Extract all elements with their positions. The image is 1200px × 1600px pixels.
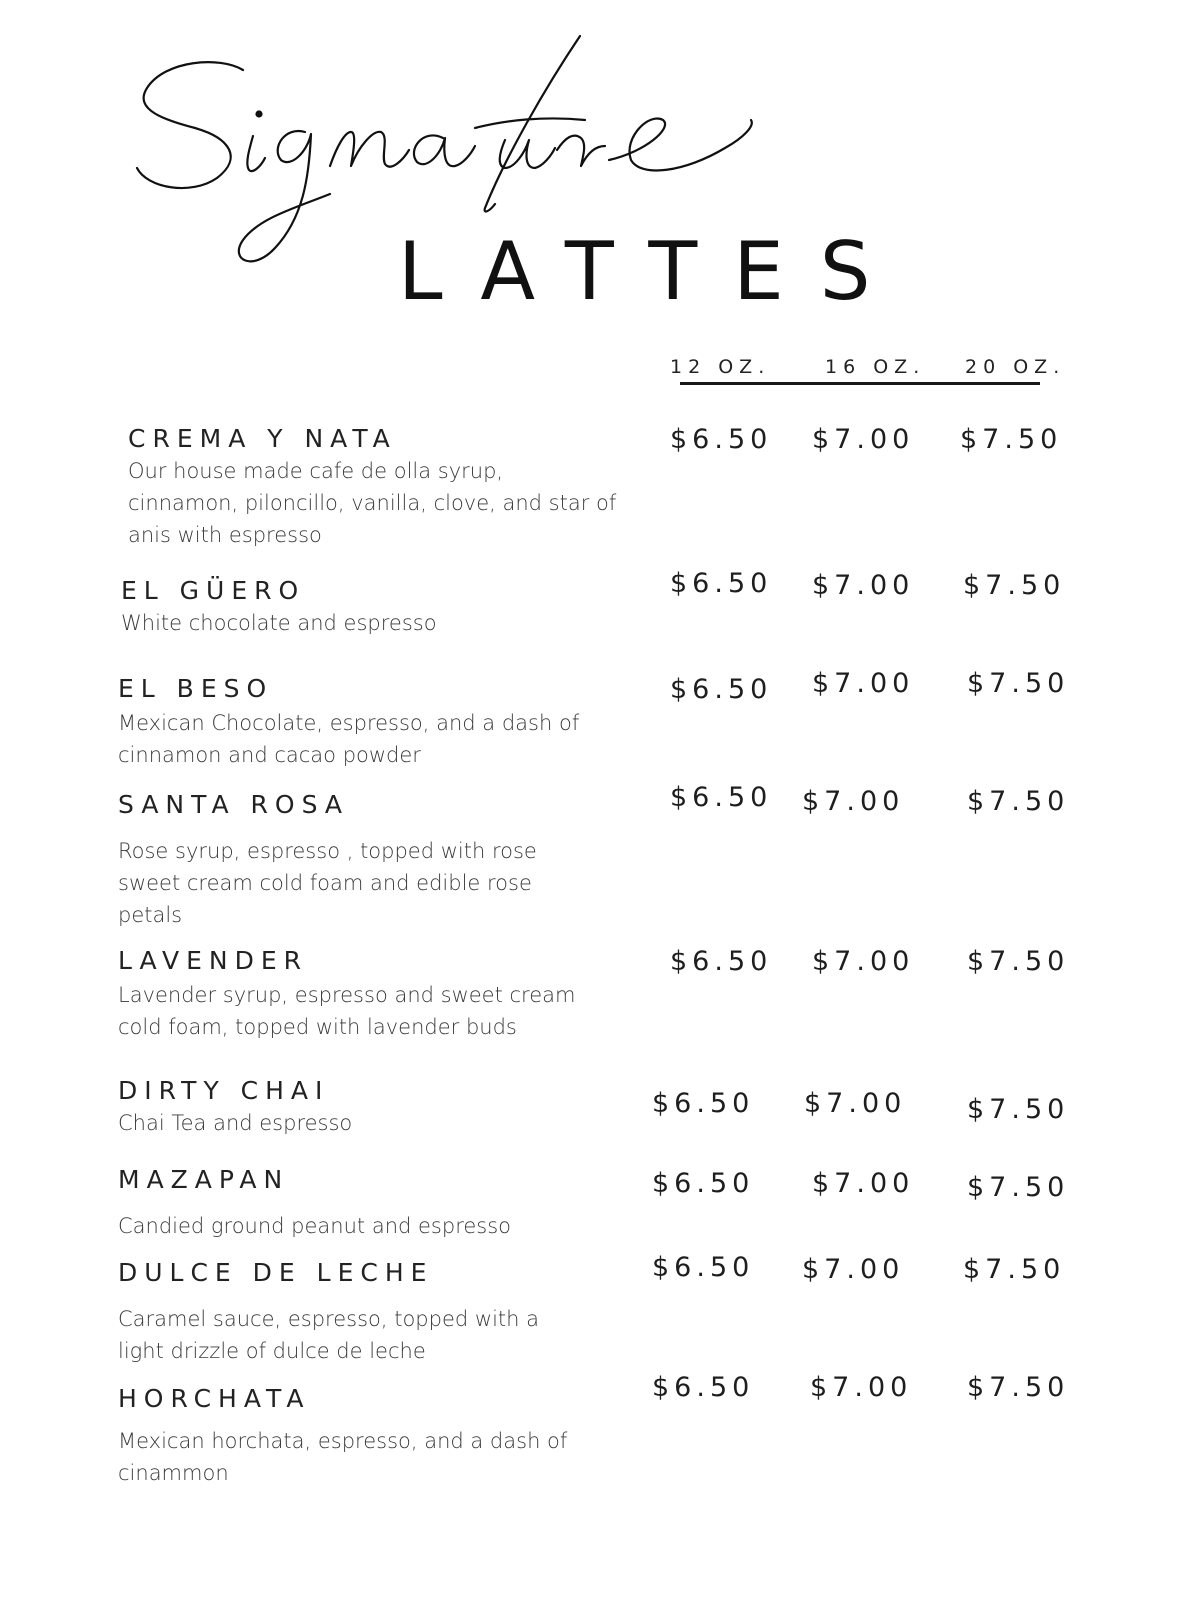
price-20oz: $7.50 (967, 1094, 1070, 1125)
price-12oz: $6.50 (652, 1372, 755, 1403)
price-20oz: $7.50 (967, 1372, 1070, 1403)
price-16oz: $7.00 (802, 1254, 905, 1285)
price-20oz: $7.50 (967, 786, 1070, 817)
price-16oz: $7.00 (810, 1372, 913, 1403)
item-description: Rose syrup, espresso , topped with rose sweet cream cold foam and edible rose petals (118, 839, 537, 927)
price-20oz: $7.50 (960, 424, 1063, 455)
item-description: Candied ground peanut and espresso (118, 1214, 512, 1238)
price-20oz: $7.50 (967, 668, 1070, 699)
price-12oz: $6.50 (652, 1088, 755, 1119)
item-description: White chocolate and espresso (121, 611, 437, 635)
item-name: MAZAPAN (118, 1165, 290, 1194)
price-16oz: $7.00 (802, 786, 905, 817)
item-name: SANTA ROSA (118, 790, 349, 819)
item-description: Caramel sauce, espresso, topped with a light drizzle of dulce de leche (118, 1307, 539, 1363)
item-description: Our house made cafe de olla syrup, cinnamon, piloncillo, vanilla, clove, and star of anis with espresso (128, 459, 617, 547)
price-16oz: $7.00 (812, 424, 915, 455)
price-12oz: $6.50 (652, 1252, 755, 1283)
price-20oz: $7.50 (963, 1254, 1066, 1285)
item-description: Mexican horchata, espresso, and a dash of cinammon (118, 1429, 568, 1485)
price-16oz: $7.00 (812, 570, 915, 601)
item-name: HORCHATA (118, 1384, 311, 1413)
price-12oz: $6.50 (670, 568, 773, 599)
price-20oz: $7.50 (967, 946, 1070, 977)
item-name: DIRTY CHAI (118, 1076, 330, 1105)
size-header-16oz: 16 OZ. (825, 356, 926, 378)
price-20oz: $7.50 (963, 570, 1066, 601)
item-name: EL BESO (118, 674, 274, 703)
size-header-divider (680, 382, 1040, 385)
price-16oz: $7.00 (812, 1168, 915, 1199)
size-header-20oz: 20 OZ. (965, 356, 1066, 378)
price-12oz: $6.50 (652, 1168, 755, 1199)
item-description: Lavender syrup, espresso and sweet cream cold foam, topped with lavender buds (118, 983, 576, 1039)
page-title: LATTES (398, 225, 907, 318)
price-12oz: $6.50 (670, 674, 773, 705)
item-name: CREMA Y NATA (128, 424, 397, 453)
price-12oz: $6.50 (670, 946, 773, 977)
item-name: DULCE DE LECHE (118, 1258, 434, 1287)
item-name: EL GÜERO (121, 576, 306, 605)
item-name: LAVENDER (118, 946, 309, 975)
item-description: Mexican Chocolate, espresso, and a dash of cinnamon and cacao powder (118, 711, 580, 767)
size-header-12oz: 12 OZ. (670, 356, 771, 378)
price-12oz: $6.50 (670, 782, 773, 813)
item-description: Chai Tea and espresso (118, 1111, 353, 1135)
price-16oz: $7.00 (812, 668, 915, 699)
price-16oz: $7.00 (804, 1088, 907, 1119)
price-20oz: $7.50 (967, 1172, 1070, 1203)
price-12oz: $6.50 (670, 424, 773, 455)
price-16oz: $7.00 (812, 946, 915, 977)
